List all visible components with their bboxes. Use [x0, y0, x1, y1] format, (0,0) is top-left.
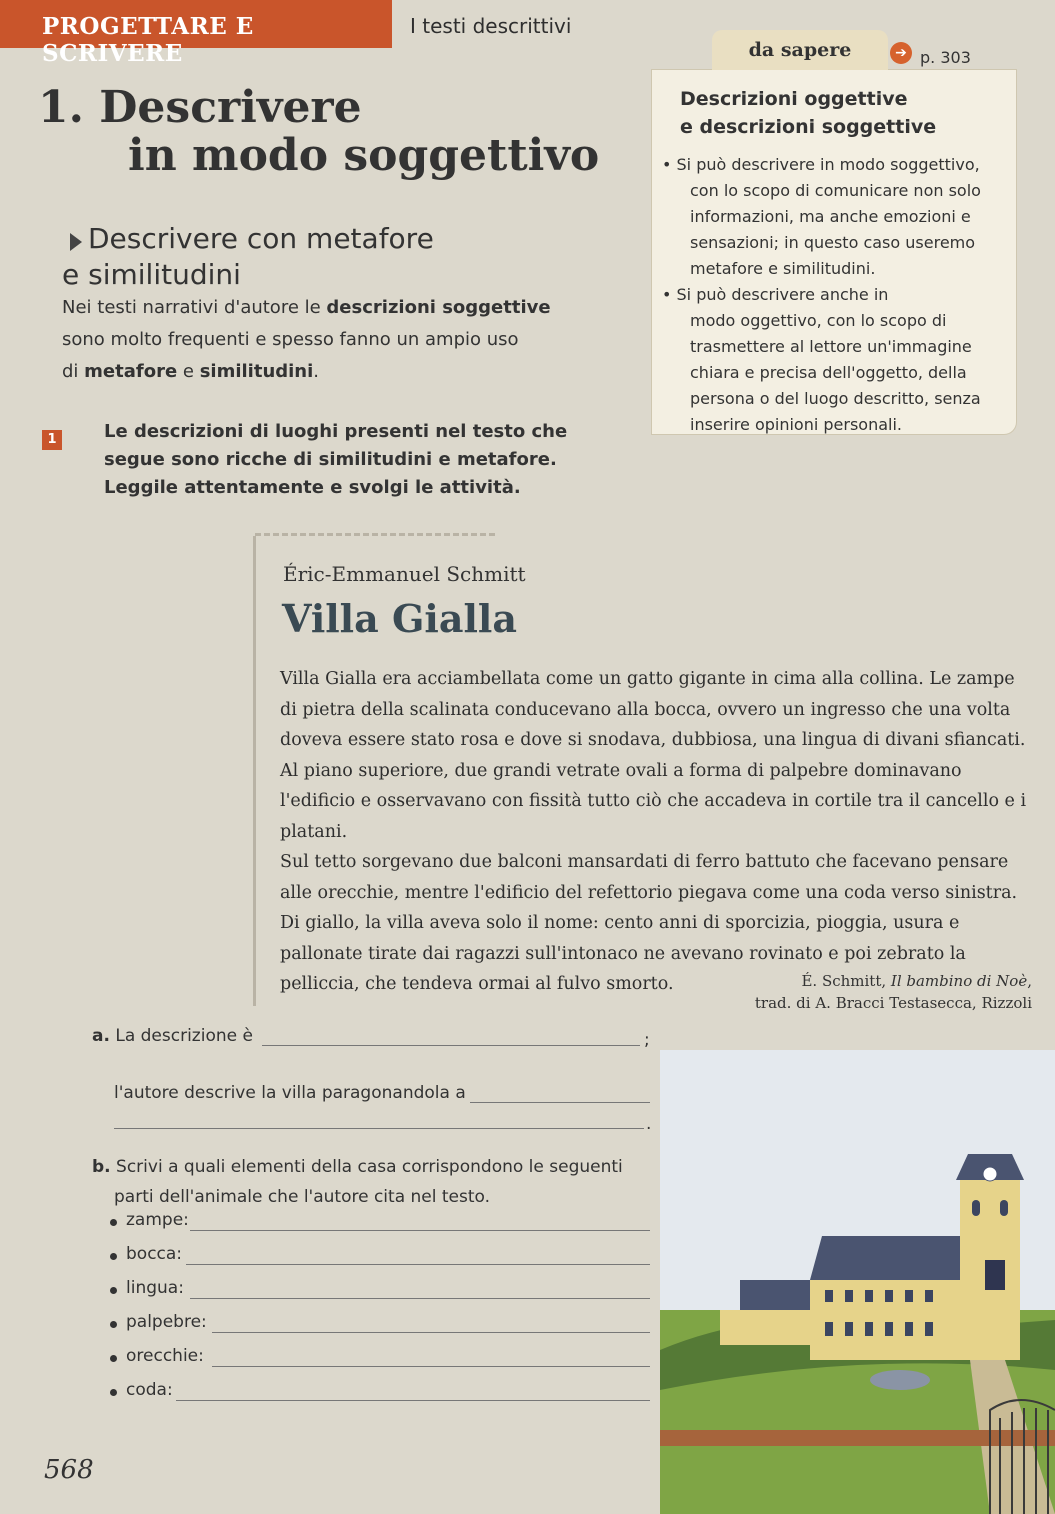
- exercise-instruction: Le descrizioni di luoghi presenti nel testo che segue sono ricche di similitudini e metafore. Leggile attentamente e svolgi le attività.: [104, 421, 568, 498]
- passage-text: [280, 664, 1036, 1000]
- answer-line[interactable]: [470, 1102, 650, 1103]
- subheading-line2: e similitudini: [62, 258, 241, 291]
- villa-illustration: [660, 1050, 1055, 1514]
- chapter-title: [38, 82, 362, 133]
- box-title-line2: e descrizioni soggettive: [680, 116, 937, 138]
- question-end: .: [646, 1114, 652, 1134]
- list-item: [110, 1346, 660, 1380]
- answer-line[interactable]: [186, 1264, 650, 1265]
- list-item-label: coda:: [126, 1380, 173, 1400]
- box-line: con lo scopo di comunicare non solo: [690, 181, 981, 200]
- intro-bold: similitudini: [199, 361, 314, 382]
- arrow-right-icon: ➔: [890, 42, 912, 64]
- box-line: sensazioni; in questo caso useremo: [690, 233, 976, 252]
- source-text: ,: [1027, 972, 1032, 990]
- passage-paragraph: Sul tetto sorgevano due balconi mansardati di ferro battuto che facevano pensare alle orecchie, mentre l'edificio del refettorio piegava come una coda verso sinistra.: [280, 852, 1018, 903]
- exercise-number-badge: 1: [42, 430, 62, 450]
- passage-source: [680, 970, 1032, 1014]
- answer-line[interactable]: [212, 1366, 650, 1367]
- list-item: [110, 1380, 660, 1414]
- box-paragraph-subjective: [662, 152, 1012, 438]
- answer-list: [110, 1210, 660, 1414]
- da-sapere-tab: da sapere: [712, 30, 888, 70]
- answer-line[interactable]: [262, 1045, 640, 1046]
- chapter-number: 1.: [38, 82, 84, 133]
- section-header: PROGETTARE E SCRIVERE: [0, 0, 392, 48]
- intro-bold: metafore: [84, 361, 178, 382]
- chapter-title-line2: in modo soggettivo: [128, 130, 600, 181]
- box-line: • Si può descrivere in modo soggettivo,: [662, 155, 980, 174]
- intro-text: .: [313, 361, 320, 382]
- question-text: parti dell'animale che l'autore cita nel testo.: [114, 1187, 491, 1207]
- page-reference-link[interactable]: p. 303: [920, 48, 971, 67]
- box-line: chiara e precisa dell'oggetto, della: [690, 363, 967, 382]
- list-item: [110, 1312, 660, 1346]
- section-subtitle: I testi descrittivi: [410, 14, 572, 38]
- question-b: [92, 1152, 652, 1212]
- list-item-label: zampe:: [126, 1210, 189, 1230]
- passage-paragraph: Di giallo, la villa aveva solo il nome: cento anni di sporcizia, pioggia, usura e pallonate tirate dai ragazzi sull'intonaco ne avevano rovinato e poi zebrato la pelliccia, che tendeva ormai al fulvo smorto.: [280, 913, 966, 994]
- box-line: inserire opinioni personali.: [690, 415, 903, 434]
- question-text: Scrivi a quali elementi della casa corrispondono le seguenti: [116, 1157, 623, 1177]
- bullet-icon: [110, 1389, 117, 1396]
- flower-bed: [660, 1430, 1055, 1446]
- source-translator: trad. di A. Bracci Testasecca, Rizzoli: [754, 994, 1032, 1012]
- list-item: [110, 1210, 660, 1244]
- list-item-label: bocca:: [126, 1244, 183, 1264]
- passage-paragraph: Villa Gialla era acciambellata come un gatto gigante in cima alla collina. Le zampe di pietra della scalinata conducevano alla bocca, ovvero un ingresso che una volta doveva essere stato rosa e dove si snodava, dubbiosa, una lingua di divani sfiancati.: [280, 669, 1026, 750]
- intro-bold: descrizioni soggettive: [326, 297, 551, 318]
- bullet-icon: [110, 1321, 117, 1328]
- box-line: • Si può descrivere anche in: [662, 285, 889, 304]
- box-line: metafore e similitudini.: [690, 259, 876, 278]
- intro-paragraph: [62, 292, 622, 388]
- list-item: [110, 1278, 660, 1312]
- answer-line[interactable]: [190, 1230, 650, 1231]
- bullet-icon: [110, 1253, 117, 1260]
- answer-line[interactable]: [114, 1128, 644, 1129]
- answer-line[interactable]: [190, 1298, 650, 1299]
- intro-text: e: [177, 361, 200, 382]
- question-a: [92, 1026, 253, 1046]
- box-line: modo oggettivo, con lo scopo di: [690, 311, 947, 330]
- intro-text: di: [62, 361, 85, 382]
- source-text: É. Schmitt,: [801, 972, 891, 990]
- triangle-bullet-icon: [70, 233, 82, 251]
- box-line: informazioni, ma anche emozioni e: [690, 207, 971, 226]
- list-item: [110, 1244, 660, 1278]
- bullet-icon: [110, 1219, 117, 1226]
- door: [985, 1260, 1005, 1290]
- box-line: persona o del luogo descritto, senza: [690, 389, 981, 408]
- question-separator: ;: [644, 1030, 650, 1050]
- question-text: La descrizione è: [115, 1026, 253, 1046]
- box-line: trasmettere al lettore un'immagine: [690, 337, 972, 356]
- subheading-line1: Descrivere con metafore: [88, 222, 434, 255]
- answer-line[interactable]: [212, 1332, 650, 1333]
- intro-text: Nei testi narrativi d'autore le: [62, 297, 327, 318]
- passage-frame-top: [255, 533, 495, 536]
- intro-line2: sono molto frequenti e spesso fanno un ampio uso: [62, 329, 519, 350]
- list-item-label: palpebre:: [126, 1312, 207, 1332]
- page-number: 568: [44, 1455, 94, 1485]
- passage-title: Villa Gialla: [282, 596, 517, 641]
- source-book-title: Il bambino di Noè: [890, 972, 1028, 990]
- question-label: a.: [92, 1026, 110, 1046]
- list-item-label: lingua:: [126, 1278, 184, 1298]
- passage-author: Éric-Emmanuel Schmitt: [283, 562, 526, 586]
- bullet-icon: [110, 1355, 117, 1362]
- question-a-text2: l'autore descrive la villa paragonandola a: [114, 1083, 466, 1103]
- passage-frame-left: [253, 536, 256, 1006]
- passage-paragraph: Al piano superiore, due grandi vetrate ovali a forma di palpebre dominavano l'edificio e osservavano con fissità tutto ciò che accadeva in cortile tra il cancello e i platani.: [280, 760, 1027, 842]
- question-label: b.: [92, 1157, 111, 1177]
- chapter-title-line1: Descrivere: [99, 82, 362, 133]
- answer-line[interactable]: [176, 1400, 650, 1401]
- box-title-line1: Descrizioni oggettive: [680, 88, 908, 110]
- fountain: [870, 1370, 930, 1390]
- bullet-icon: [110, 1287, 117, 1294]
- clock-icon: [983, 1167, 997, 1181]
- list-item-label: orecchie:: [126, 1346, 204, 1366]
